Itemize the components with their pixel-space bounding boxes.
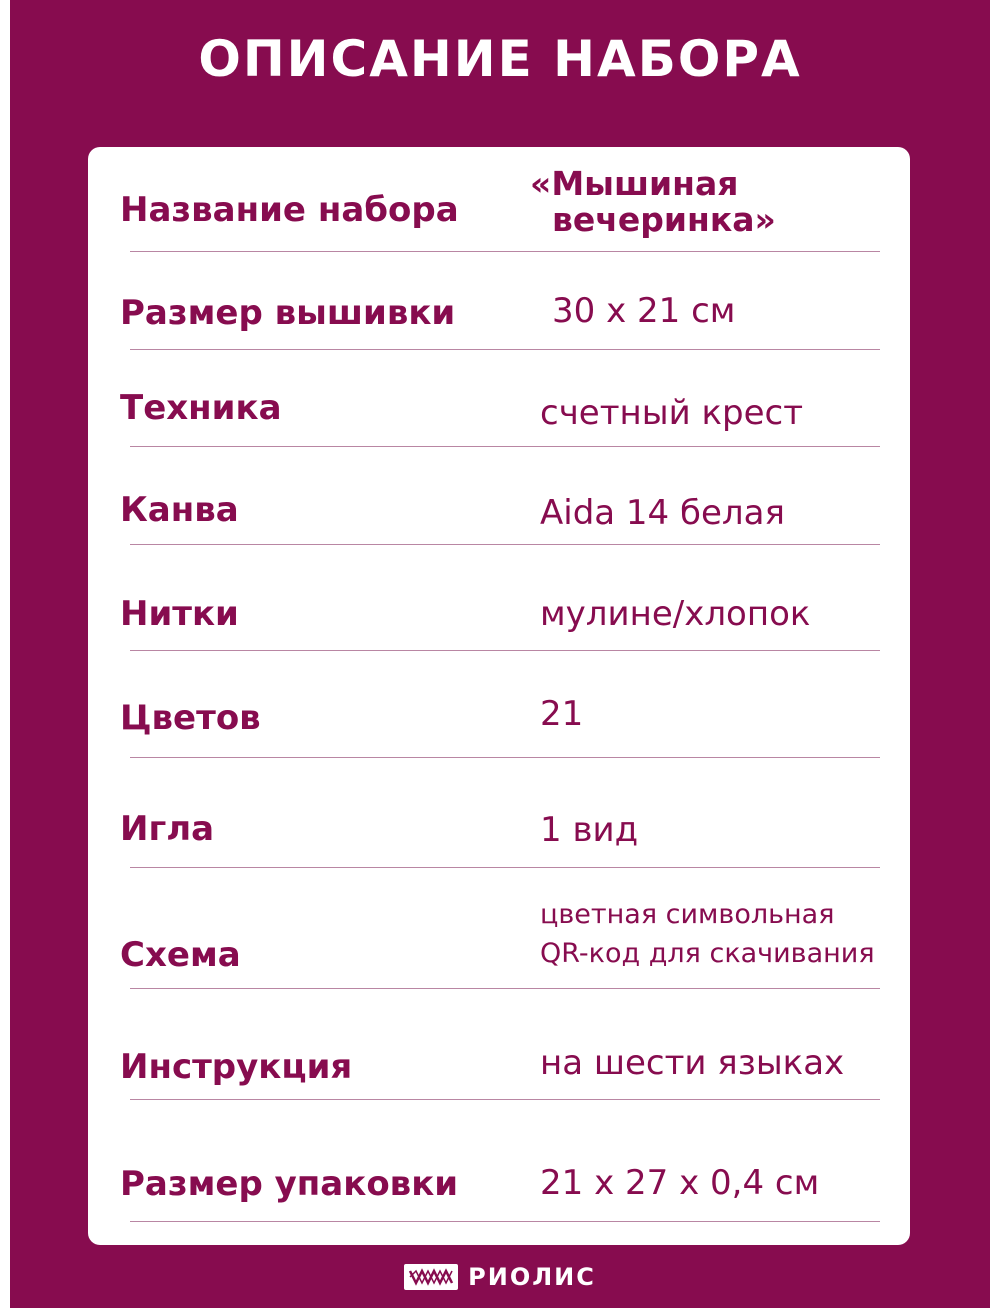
row-label-threads: Нитки xyxy=(120,594,239,634)
kit-name-line-2: вечеринка» xyxy=(552,200,776,240)
brand-name: РИОЛИС xyxy=(468,1263,596,1291)
scheme-line-2: QR-код для скачивания xyxy=(540,938,875,970)
row-divider xyxy=(130,650,880,651)
row-value-colors: 21 xyxy=(540,694,584,734)
row-value-threads: мулине/хлопок xyxy=(540,594,811,634)
row-value-embroidery-size: 30 х 21 см xyxy=(552,291,736,331)
page-title: ОПИСАНИЕ НАБОРА xyxy=(198,30,802,88)
row-value-kit-name xyxy=(530,164,776,240)
row-value-scheme xyxy=(540,895,875,973)
row-label-technique: Техника xyxy=(120,388,282,428)
row-divider xyxy=(130,349,880,350)
row-label-embroidery-size: Размер вышивки xyxy=(120,293,456,333)
row-divider xyxy=(130,988,880,989)
row-divider xyxy=(130,544,880,545)
brand-footer xyxy=(0,1263,1000,1291)
row-divider xyxy=(130,867,880,868)
row-value-instruction: на шести языках xyxy=(540,1043,845,1083)
row-divider xyxy=(130,757,880,758)
row-value-canvas: Aida 14 белая xyxy=(540,493,785,533)
row-label-colors: Цветов xyxy=(120,698,261,738)
riolis-logo-icon xyxy=(404,1264,458,1290)
row-label-instruction: Инструкция xyxy=(120,1047,353,1087)
row-value-package-size: 21 х 27 х 0,4 см xyxy=(540,1163,820,1203)
row-divider xyxy=(130,446,880,447)
row-value-needle: 1 вид xyxy=(540,810,639,850)
row-label-kit-name: Название набора xyxy=(120,190,459,230)
row-divider xyxy=(130,1221,880,1222)
row-label-scheme: Схема xyxy=(120,935,241,975)
row-label-package-size: Размер упаковки xyxy=(120,1164,459,1204)
row-label-canvas: Канва xyxy=(120,490,239,530)
row-divider xyxy=(130,1099,880,1100)
row-value-technique: счетный крест xyxy=(540,393,804,433)
kit-name-line-1: «Мышиная xyxy=(530,164,739,203)
row-label-needle: Игла xyxy=(120,809,215,849)
row-divider xyxy=(130,251,880,252)
scheme-line-1: цветная символьная xyxy=(540,899,835,930)
